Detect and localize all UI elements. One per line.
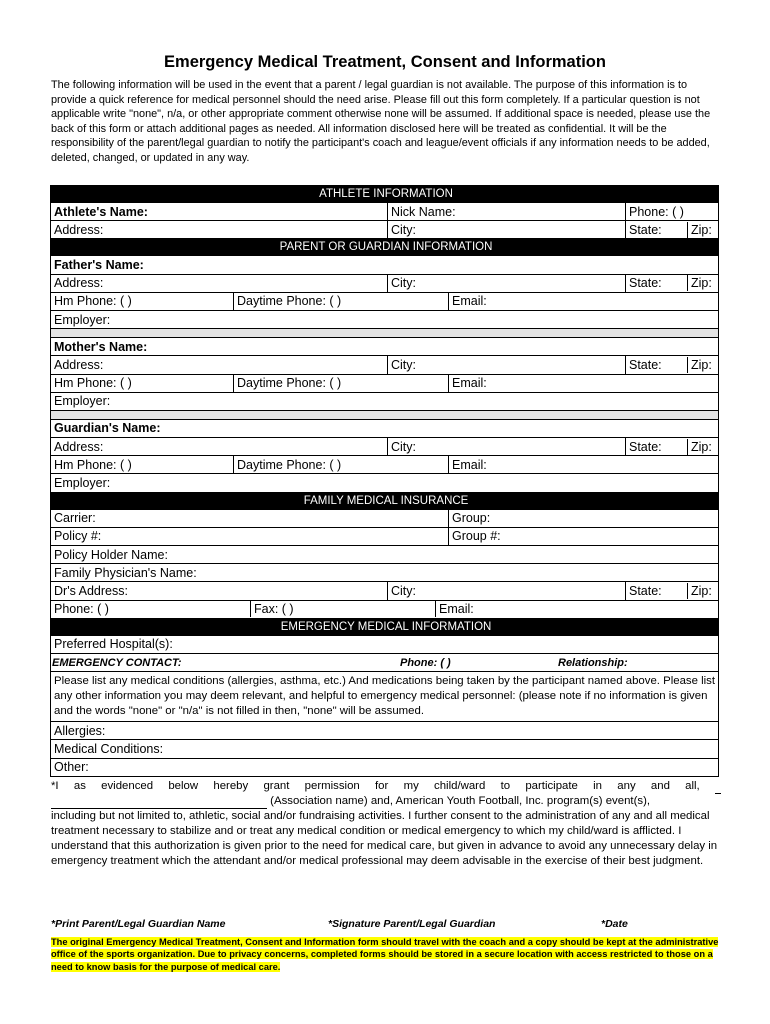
allergies-field[interactable]: Allergies: xyxy=(51,722,719,740)
emergency-contact-label: EMERGENCY CONTACT: xyxy=(52,656,182,669)
page-title: Emergency Medical Treatment, Consent and Information xyxy=(164,53,606,71)
carrier-field[interactable]: Carrier: xyxy=(51,509,449,527)
form-table xyxy=(50,185,718,777)
dr-phone-field[interactable]: Phone: ( ) xyxy=(51,601,251,617)
dr-state-field[interactable]: State: xyxy=(626,583,688,599)
medical-instructions: Please list any medical conditions (allergies, asthma, etc.) And medications being taken by the participant named above. Please list any other information you may deem relevant, and helpful to emergency medical personnel: (please note if no information is given and the words "none" or "n/a" is not filled in then, "none" will be assumed. xyxy=(51,672,719,722)
dr-email-field[interactable]: Email: xyxy=(439,602,474,617)
father-state-field[interactable]: State: xyxy=(626,275,688,291)
section-separator xyxy=(51,329,719,338)
group-number-field[interactable]: Group #: xyxy=(449,527,719,545)
guardian-state-zip xyxy=(626,438,719,456)
parent-section-header: PARENT OR GUARDIAN INFORMATION xyxy=(51,239,719,256)
father-name-field[interactable]: Father's Name: xyxy=(51,256,719,274)
athlete-phone-field[interactable]: Phone: ( ) xyxy=(626,203,719,221)
guardian-name-field[interactable]: Guardian's Name: xyxy=(51,419,719,437)
dr-state-zip xyxy=(626,582,719,600)
association-blank-start[interactable] xyxy=(715,782,721,794)
consent-line-1: *I as evidenced below hereby grant permission for my child/ward to participate in any and all, xyxy=(51,779,721,794)
mother-city-field[interactable]: City: xyxy=(388,356,626,374)
guardian-state-field[interactable]: State: xyxy=(626,439,688,455)
dr-zip-field[interactable]: Zip: xyxy=(691,583,712,598)
nick-name-field[interactable]: Nick Name: xyxy=(388,203,626,221)
mother-email-field[interactable]: Email: xyxy=(449,374,719,392)
father-zip-field[interactable]: Zip: xyxy=(691,276,712,291)
consent-text xyxy=(51,779,721,869)
mother-employer-field[interactable]: Employer: xyxy=(51,392,719,410)
athlete-section-header: ATHLETE INFORMATION xyxy=(51,186,719,203)
mother-state-field[interactable]: State: xyxy=(626,357,688,373)
athlete-address-field[interactable]: Address: xyxy=(51,221,388,239)
mother-hm-phone-field[interactable]: Hm Phone: ( ) xyxy=(51,374,234,392)
signature-label: *Signature Parent/Legal Guardian xyxy=(328,918,496,930)
insurance-section-header: FAMILY MEDICAL INSURANCE xyxy=(51,492,719,509)
policy-holder-field[interactable]: Policy Holder Name: xyxy=(51,546,719,564)
mother-daytime-phone-field[interactable]: Daytime Phone: ( ) xyxy=(234,374,449,392)
physician-name-field[interactable]: Family Physician's Name: xyxy=(51,564,719,582)
dr-address-field[interactable]: Dr's Address: xyxy=(51,582,388,600)
print-name-label: *Print Parent/Legal Guardian Name xyxy=(51,918,226,930)
guardian-daytime-phone-field[interactable]: Daytime Phone: ( ) xyxy=(234,456,449,474)
guardian-hm-phone-field[interactable]: Hm Phone: ( ) xyxy=(51,456,234,474)
relationship-label: Relationship: xyxy=(558,656,628,669)
father-city-field[interactable]: City: xyxy=(388,274,626,292)
guardian-email-field[interactable]: Email: xyxy=(449,456,719,474)
mother-state-zip xyxy=(626,356,719,374)
emergency-section-header: EMERGENCY MEDICAL INFORMATION xyxy=(51,618,719,635)
dr-city-field[interactable]: City: xyxy=(388,582,626,600)
medical-conditions-field[interactable]: Medical Conditions: xyxy=(51,740,719,758)
emergency-contact-row[interactable] xyxy=(51,653,719,671)
policy-number-field[interactable]: Policy #: xyxy=(51,527,449,545)
intro-paragraph: The following information will be used in the event that a parent / legal guardian is not available. The purpose of this information is to provide a quick reference for medical personnel should the need arise. Please fill out this form completely. If a particular question is not applicable write "none", n/a, or other appropriate comment otherwise none will be assumed. If additional space is needed, please use the back of this form or attach additional pages as needed. All information disclosed here will be treated as confidential. It will be the responsibility of the parent/legal guardian to notify the participant's coach and league/event officials if any information needs to be added, deleted, changed, or updated in any way. xyxy=(51,79,711,164)
association-name-blank[interactable] xyxy=(51,797,267,809)
storage-notice xyxy=(51,936,727,973)
athlete-state-zip xyxy=(626,221,719,239)
other-field[interactable]: Other: xyxy=(51,758,719,776)
preferred-hospital-field[interactable]: Preferred Hospital(s): xyxy=(51,635,719,653)
emergency-contact-phone-label: Phone: ( ) xyxy=(400,656,451,669)
dr-contact-row xyxy=(51,600,719,618)
father-email-field[interactable]: Email: xyxy=(449,292,719,310)
athlete-zip-field[interactable]: Zip: xyxy=(691,222,712,237)
notice-highlight: The original Emergency Medical Treatment, Consent and Information form should travel with the coach and a copy should be kept at the administrative office of the sports organization. Due to privacy concerns, completed forms should be stored in a secure location with access restricted to those on a need to know basis for the purpose of medical care. xyxy=(51,937,719,972)
athlete-city-field[interactable]: City: xyxy=(388,221,626,239)
mother-zip-field[interactable]: Zip: xyxy=(691,357,712,372)
guardian-employer-field[interactable]: Employer: xyxy=(51,474,719,492)
guardian-address-field[interactable]: Address: xyxy=(51,438,388,456)
consent-body: including but not limited to, athletic, social and/or fundraising activities. I further consent to the administration of any and all medical treatment necessary to stabilize and or treat any medical condition or medical emergency to which my child/ward is afflicted. I understand that this authorization is given prior to the need for medical care, but given in advance to avoid any unnecessary delay in emergency treatment which the attendant and/or medical professional may deem advisable in the exercise of their best judgment. xyxy=(51,810,718,867)
dr-fax-field[interactable]: Fax: ( ) xyxy=(251,601,436,617)
guardian-city-field[interactable]: City: xyxy=(388,438,626,456)
mother-address-field[interactable]: Address: xyxy=(51,356,388,374)
guardian-zip-field[interactable]: Zip: xyxy=(691,439,712,454)
group-field[interactable]: Group: xyxy=(449,509,719,527)
father-state-zip xyxy=(626,274,719,292)
consent-line-2: (Association name) and, American Youth Football, Inc. program(s) event(s), xyxy=(51,794,721,809)
father-address-field[interactable]: Address: xyxy=(51,274,388,292)
athlete-name-field[interactable]: Athlete's Name: xyxy=(51,203,388,221)
father-employer-field[interactable]: Employer: xyxy=(51,310,719,328)
section-separator xyxy=(51,410,719,419)
mother-name-field[interactable]: Mother's Name: xyxy=(51,338,719,356)
father-daytime-phone-field[interactable]: Daytime Phone: ( ) xyxy=(234,292,449,310)
father-hm-phone-field[interactable]: Hm Phone: ( ) xyxy=(51,292,234,310)
date-label: *Date xyxy=(601,918,628,930)
athlete-state-field[interactable]: State: xyxy=(626,222,688,238)
